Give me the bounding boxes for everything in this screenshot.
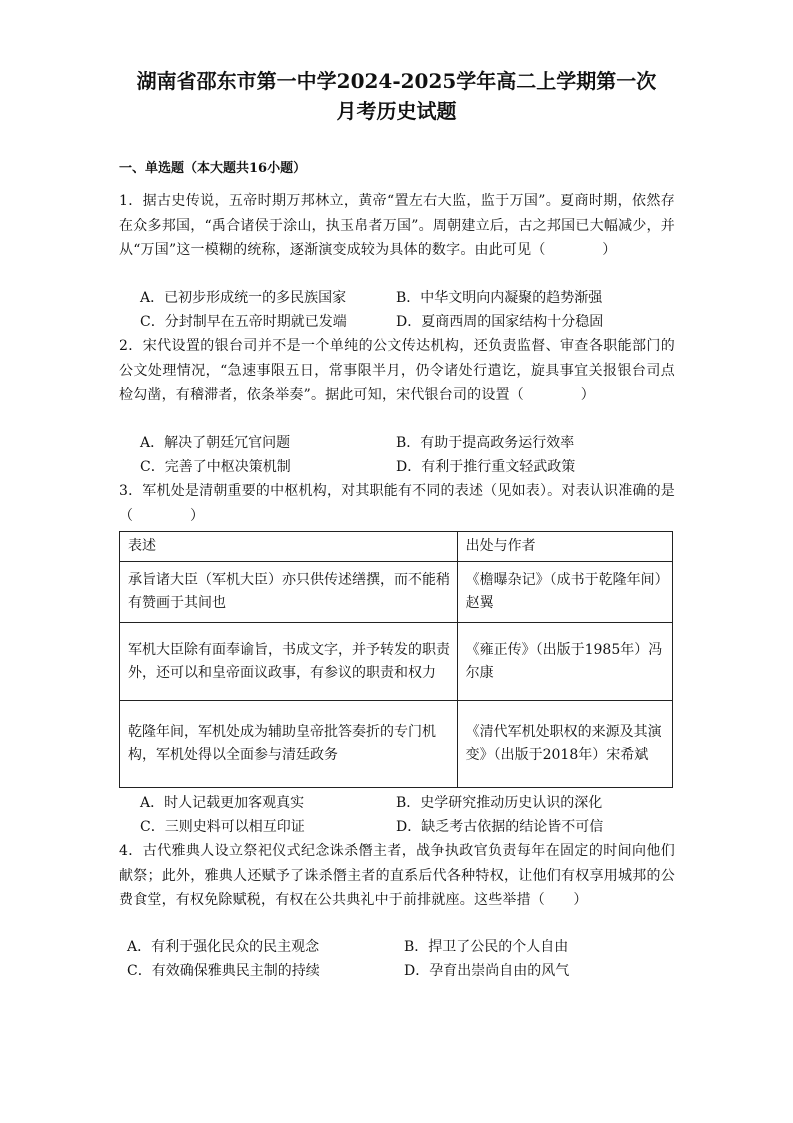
table-cell: 乾隆年间，军机处成为辅助皇帝批答奏折的专门机构，军机处得以全面参与清廷政务 xyxy=(120,701,458,788)
question-2-option-b: B．有助于提高政务运行效率 xyxy=(396,435,575,451)
question-1-option-c: C．分封制早在五帝时期就已发端 xyxy=(140,314,347,330)
section-heading: 一、单选题（本大题共16小题） xyxy=(119,161,307,176)
table-row xyxy=(120,623,673,701)
question-3-stem: 3．军机处是清朝重要的中枢机构，对其职能有不同的表述（见如表）。对表认识准确的是（ ） xyxy=(119,483,675,524)
exam-title-line-1: 湖南省邵东市第一中学2024-2025学年高二上学期第一次 xyxy=(136,69,657,93)
table-cell: 承旨诸大臣（军机大臣）亦只供传述缮撰，而不能稍有赞画于其间也 xyxy=(120,562,458,623)
table-header-cell: 表述 xyxy=(120,532,458,562)
question-1-option-b: B．中华文明向内凝聚的趋势渐强 xyxy=(396,290,603,306)
question-3-option-d: D．缺乏考古依据的结论皆不可信 xyxy=(396,819,604,835)
question-1-option-a: A．已初步形成统一的多民族国家 xyxy=(140,290,347,306)
question-4-option-b: B．捍卫了公民的个人自由 xyxy=(404,939,569,955)
table-header-cell: 出处与作者 xyxy=(457,532,672,562)
exam-title-line-2: 月考历史试题 xyxy=(336,99,457,123)
question-1-option-d: D．夏商西周的国家结构十分稳固 xyxy=(396,314,604,330)
question-3-option-a: A．时人记载更加客观真实 xyxy=(140,795,305,811)
table-header-row xyxy=(120,532,673,562)
table-row xyxy=(120,701,673,788)
question-2-option-c: C．完善了中枢决策机制 xyxy=(140,459,291,475)
question-2-stem: 2．宋代设置的银台司并不是一个单纯的公文传达机构，还负责监督、审查各职能部门的公文处理情况，“急速事限五日，常事限半月，仍令诸处行遣讫，旋具事宜关报银台司点检勾凿，有稽滞者，依条举奏”。据此可知，宋代银台司的设置（ ） xyxy=(119,338,675,403)
question-3-option-c: C．三则史料可以相互印证 xyxy=(140,819,305,835)
question-4-option-d: D．孕育出崇尚自由的风气 xyxy=(404,963,570,979)
question-3-option-b: B．史学研究推动历史认识的深化 xyxy=(396,795,603,811)
question-4-option-c: C．有效确保雅典民主制的持续 xyxy=(127,963,320,979)
question-1-stem: 1．据古史传说，五帝时期万邦林立，黄帝“置左右大监，监于万国”。夏商时期，依然存在众多邦国，“禹合诸侯于涂山，执玉帛者万国”。周朝建立后，古之邦国已大幅减少，并从“万国”这一模糊的统称，逐渐演变成较为具体的数字。由此可见（ ） xyxy=(119,193,675,258)
table-cell: 《雍正传》（出版于1985年）冯尔康 xyxy=(457,623,672,701)
source-table xyxy=(119,531,673,788)
question-2-option-d: D．有利于推行重文轻武政策 xyxy=(396,459,576,475)
question-4-stem: 4．古代雅典人设立祭祀仪式纪念诛杀僭主者，战争执政官负责每年在固定的时间向他们献祭；此外，雅典人还赋予了诛杀僭主者的直系后代各种特权，让他们有权享用城邦的公费食堂，有权免除赋税，有权在公共典礼中于前排就座。这些举措（ ） xyxy=(119,843,675,908)
table-row xyxy=(120,562,673,623)
table-cell: 《檐曝杂记》（成书于乾隆年间）赵翼 xyxy=(457,562,672,623)
table-cell: 军机大臣除有面奉谕旨，书成文字，并予转发的职责外，还可以和皇帝面议政事，有参议的职责和权力 xyxy=(120,623,458,701)
question-2-option-a: A．解决了朝廷冗官问题 xyxy=(140,435,291,451)
table-cell: 《清代军机处职权的来源及其演变》（出版于2018年）宋希斌 xyxy=(457,701,672,788)
question-4-option-a: A．有利于强化民众的民主观念 xyxy=(127,939,320,955)
